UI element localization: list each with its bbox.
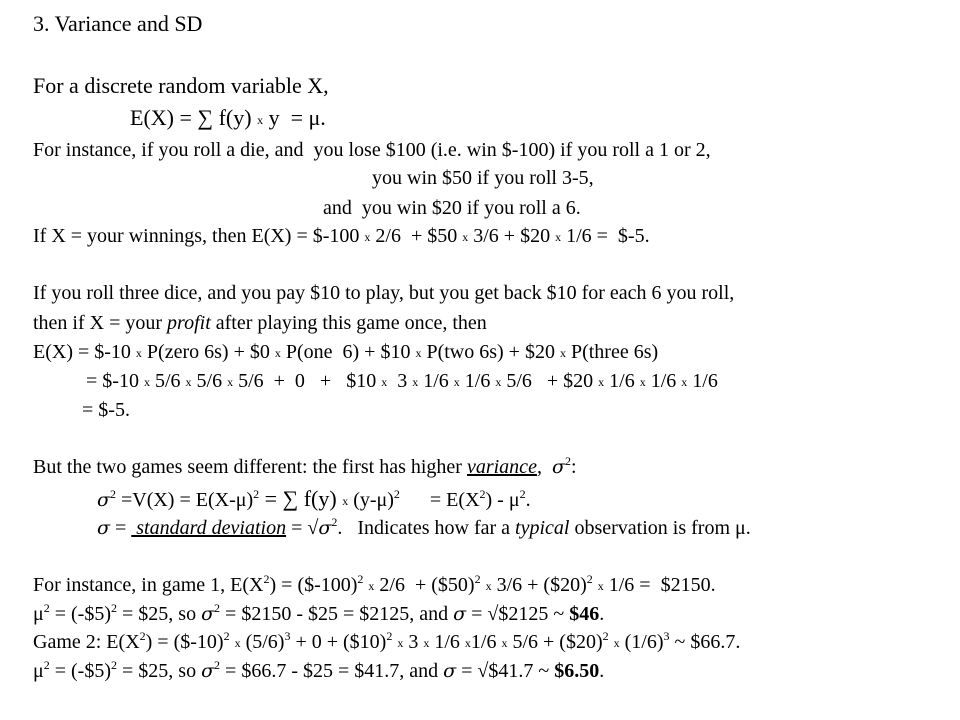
p3-line1: But the two games seem different: the first has higher variance, $\sigma^2$: (33, 454, 577, 478)
p2-line2: then if X = your profit after playing this game once, then (33, 312, 487, 334)
p1-line5: and you win $20 if you roll a 6. (323, 197, 581, 219)
p4-line3: Game 2: $E(X^2)$ = ($-10)$^2$ x $(5/6)^3 + 0$ + ($10)$^2$ x 3 x 1/6 x1/6 x 5/6 + ($20)$^2$ x $(1/6)^3$ ~ $66.7. (33, 629, 741, 653)
heading: 3. Variance and SD (33, 11, 203, 36)
p1-line3: For instance, if you roll a die, and you lose $100 (i.e. win $-100) if you roll a 1 or 2, (33, 139, 711, 161)
p3-line3: σ = standard deviation = $√\sigma^2$. Indicates how far a typical observation is from μ. (97, 515, 751, 539)
times-symbol: x (257, 113, 264, 127)
p4-line2: $\mu^2$ = (-$5)$^2$ = $25, so $\sigma^2$ = $2150 - $25 = $2125, and σ = √$2125 ~ $46. (33, 601, 605, 625)
p1-eq1: E(X) = ∑ f(y) x y = μ. (130, 105, 326, 130)
p2-line5: = $-5. (82, 399, 130, 421)
p2-line4: = $-10 x 5/6 x 5/6 x 5/6 + 0 + $10 x 3 x 1/6 x 1/6 x 5/6 + $20 x 1/6 x 1/6 x 1/6 (86, 370, 718, 392)
p4-line1: For instance, in game 1, $E(X^2)$ = ($-100)$^2$ x 2/6 + ($50)$^2$ x 3/6 + ($20)$^2$ x 1/6 = $2150. (33, 572, 716, 596)
p1-line4: you win $50 if you roll 3-5, (372, 167, 594, 189)
p2-line3: E(X) = $-10 x P(zero 6s) + $0 x P(one 6) + $10 x P(two 6s) + $20 x P(three 6s) (33, 341, 659, 363)
p1-line6: If X = your winnings, then E(X) = $-100 x 2/6 + $50 x 3/6 + $20 x 1/6 = $-5. (33, 225, 650, 247)
p3-line2: $\sigma^2 =V(X) = E(X-\mu)^2$ = ∑ f(y) x $(y-\mu)^2$ = $E(X^2) - \mu^2$. (97, 486, 531, 511)
p1-line1: For a discrete random variable X, (33, 73, 329, 98)
p2-line1: If you roll three dice, and you pay $10 to play, but you get back $10 for each 6 you roll, (33, 282, 735, 304)
sigma-symbol: σ (551, 456, 565, 478)
p4-line4: $\mu^2$ = (-$5)$^2$ = $25, so $\sigma^2$ = $66.7 - $25 = $41.7, and σ = √$41.7 ~ $6.50. (33, 658, 605, 682)
